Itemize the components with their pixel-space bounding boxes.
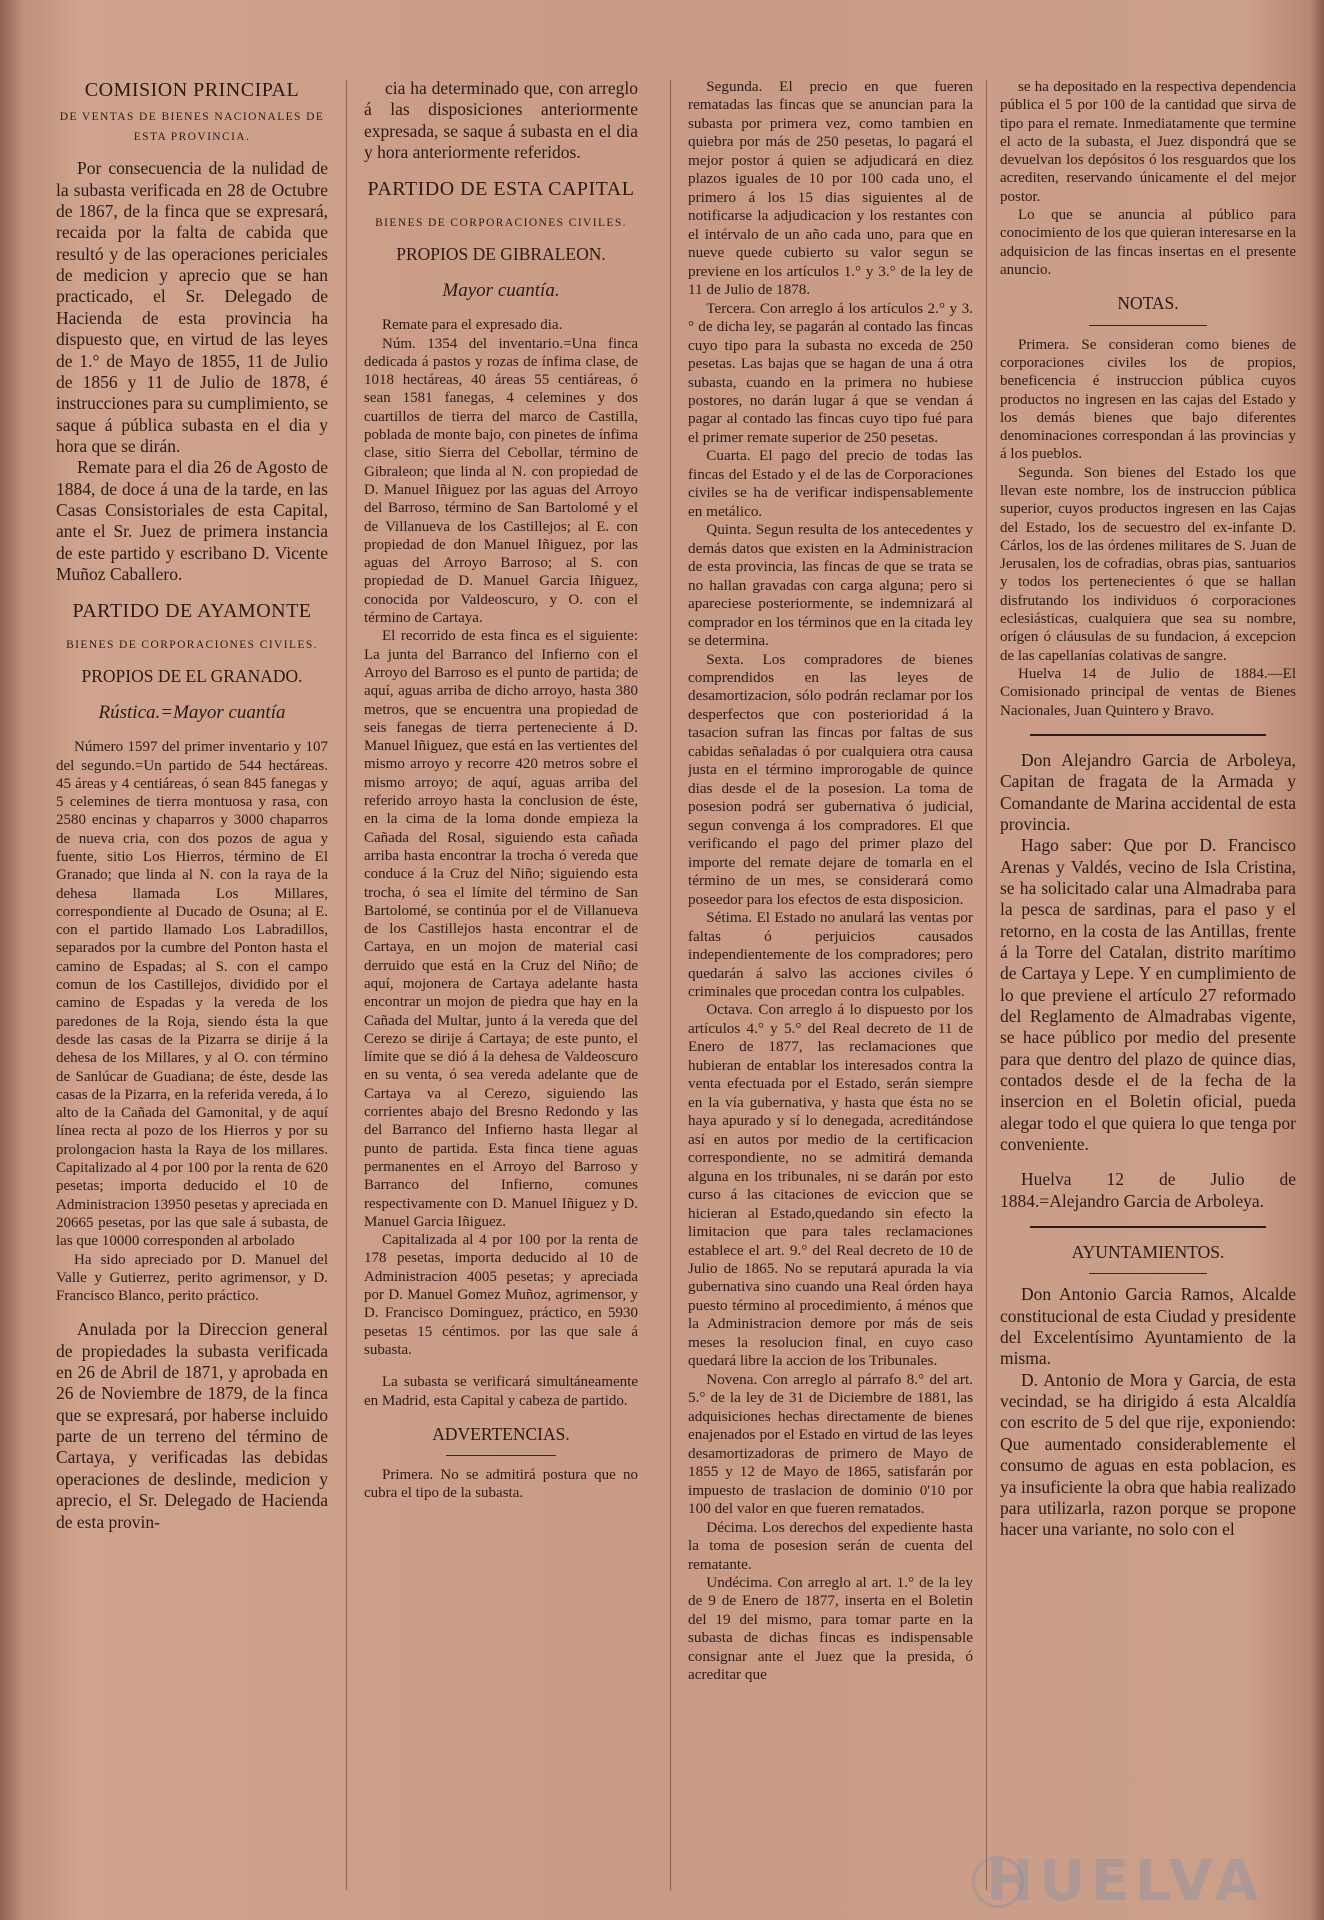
cuantia-heading: Rústica.=Mayor cuantía (98, 702, 286, 724)
section-title: COMISION PRINCIPAL (84, 79, 300, 101)
bienes-heading: BIENES DE CORPORACIONES CIVILES. (375, 216, 627, 229)
paragraph: Primera. Se consideran como bienes de corporaciones civiles los de propios, beneficencia é instruccion pública cuyos productos no ingresen en las cajas del Estado y los demás bienes que bajo diferentes denominaciones correspondan á las provincias y á los pueblos. (1000, 336, 1296, 463)
bienes-heading: BIENES DE CORPORACIONES CIVILES. (66, 638, 318, 651)
paragraph: D. Antonio de Mora y Garcia, de esta vecindad, se ha dirigido á esta Alcaldía con escrito de 5 del que rije, exponiendo: Que aumentado considerablemente el consumo de aguas en esta poblacion, es ya insuficiente la obra que habia realizado para utilizarla, razon porque se propone hacer una variante, no solo con el (1000, 1369, 1296, 1540)
divider (1030, 734, 1267, 736)
paragraph: Décima. Los derechos del expediente hasta la toma de posesion serán de cuenta del rematante. (688, 1518, 973, 1573)
divider (1089, 325, 1207, 326)
paragraph: Ha sido apreciado por D. Manuel del Valle y Gutierrez, perito agrimensor, y D. Francisco Blanco, perito práctico. (56, 1251, 328, 1305)
propios-heading: PROPIOS DE EL GRANADO. (81, 665, 303, 686)
column-3 (688, 78, 973, 1908)
divider (1030, 1226, 1267, 1228)
paragraph: Capitalizada al 4 por 100 por la renta de 178 pesetas, importa deducido al 10 de Administracion 4005 pesetas; y apreciada por D. Manuel Gomez Muñoz, agrimensor, y D. Francisco Dominguez, práctico, en 5930 pesetas 15 céntimos. por las que sale á subasta. (364, 1232, 638, 1358)
column-rule (670, 80, 671, 1890)
paragraph: Cuarta. El pago del precio de todas las fincas del Estado y el de las de Corporaciones civiles se ha de verificar indispensablemente en metálico. (688, 447, 973, 520)
page-edge-right (1310, 0, 1324, 1920)
divider (1089, 1273, 1207, 1274)
paragraph: Por consecuencia de la nulidad de la subasta verificada en 28 de Octubre de 1867, de la finca que se expresará, recaida por la falta de cabida que resultó y de las operaciones periciales de medicion y aprecio que se han practicado, el Sr. Delegado de Hacienda de esta provincia ha dispuesto que, en virtud de las leyes de 1.° de Mayo de 1855, 11 de Julio de 1856 y 11 de Julio de 1878, é instrucciones para su cumplimiento, se saque á pública subasta en el dia y hora que se dirán. (56, 158, 328, 456)
page-edge-left (0, 0, 22, 1920)
paragraph: La subasta se verificará simultáneamente en Madrid, esta Capital y cabeza de partido. (364, 1374, 638, 1409)
paragraph: Número 1597 del primer inventario y 107 del segundo.=Un partido de 544 hectáreas. 45 áreas y 4 centiáreas, ó sean 845 fanegas y 5 celemines de tierra montuosa y rasa, con 2580 encinas y chaparros y 3000 chaparros de nueva cria, con dos pozos de agua y fuente, sitio Los Hierros, término de El Granado; que linda al N. con la raya de la dehesa llamada Los Millares, correspondiente al Ducado de Osuna; al E. con el partido llamado Los Labradillos, separados por la cumbre del Ponton hasta el camino de Espadas; al S. con el campo comun de los Castillejos, dividido por el camino de Espadas y la vereda de los paredones de la Roja, siendo ésta la que desde las casas de la Pizarra se dirije á la dehesa de los Millares, y al O. con término de Sanlúcar de Guadiana; de éste, desde las casas de la Pizarra, en la referida vereda, á lo alto de la Cañada del Gamonital, y de aquí línea recta al pozo de los Hierros y por su prolongacion hasta la Raya de los millares. Capitalizado al 4 por 100 por la renta de 620 pesetas; importa deducido el 10 de Administracion 13950 pesetas y apreciada en 20665 pesetas, por las que sale á subasta, de las que 10000 corresponden al arbolado (56, 739, 328, 1250)
paragraph: Primera. No se admitirá postura que no cubra el tipo de la subasta. (364, 1467, 638, 1502)
paragraph: Tercera. Con arreglo á los artículos 2.° y 3.° de dicha ley, se pagarán al contado las fincas cuyo tipo para la subasta no exceda de 250 pesetas. Las bajas que se hagan de una á otra subasta, cuando en la primera no hubiese postores, no darán lugar á que se vendan á pagar al contado las fincas cuyo tipo fué para el primer remate superior de 250 pesetas. (688, 299, 973, 446)
section-subtitle: ESTA PROVINCIA. (133, 131, 251, 144)
paragraph: Segunda. El precio en que fueren rematadas las fincas que se anuncian para la subasta por primera vez, como tambien en quiebra por más de 250 pesetas, lo pagará el mejor postor á quien se adjudicará en diez plazos iguales de 10 por 100 cada uno, el primero á los 15 dias siguientes al de notificarse la adjudicacion y los restantes con el intérvalo de un año cada uno, para que en nueve quede cubierto su valor segun se previene en los artículos 1.° y 3.° de la ley de 11 de Julio de 1878. (688, 78, 973, 299)
paragraph: El recorrido de esta finca es el siguiente: La junta del Barranco del Infierno con el Arroyo del Barroso es el punto de partida; de aquí, aguas arriba de dicho arroyo, hasta 380 metros, que se encuentra una propiedad de seis fanegas de tierra perteneciente á D. Manuel Iñiguez, que está en las vertientes del mismo arroyo y recorre 420 metros sobre el mismo arroyo; de aquí, aguas arriba del referido arroyo hasta la conclusion de éste, en la cima de la loma donde empieza la Cañada del Rosal, siguiendo esta cañada arriba hasta encontrar la trocha ó vereda que conduce á la Cruz del Niño; siguiendo esta trocha, ó sea el límite del término de San Bartolomé, se continúa por el de Villanueva de los Castillejos hasta encontrar el de Cartaya, en un mojon de material casi derruido que está en la Cruz del Niño; de aquí, mojonera de Cartaya adelante hasta encontrar un mojon de piedra que hay en la Cañada del Multar, junto á la vereda que del Cerezo se dirije á Cartaya; de este punto, el límite que se dió á la dehesa de Valdeoscuro en su venta, ó sea vereda adelante que de Cartaya va al Cerezo, siguiendo las corrientes abajo del Bresno Redondo y las del Barranco del Infierno hasta llegar al punto de partida. Esta finca tiene aguas permanentes en el Arroyo del Barroso y Barranco del Infierno, comunes respectivamente con D. Manuel Iñiguez y D. Manuel Garcia Iñiguez. (364, 628, 638, 1230)
paragraph: Anulada por la Direccion general de propiedades la subasta verificada en 26 de Abril de 1871, y aprobada en 26 de Noviembre de 1879, de la finca que se expresará, por haberse incluido parte de un terreno del término de Cartaya, y verificadas las debidas operaciones de deslinde, medicion y aprecio, el Sr. Delegado de Hacienda de esta provin- (56, 1319, 328, 1532)
divider (446, 1455, 556, 1456)
column-rule (986, 80, 987, 1890)
advertencias-heading: ADVERTENCIAS. (432, 1423, 570, 1444)
paragraph: Sexta. Los compradores de bienes comprendidos en las leyes de desamortizacion, sólo podrán reclamar por los desperfectos que con posterioridad á la tasacion sufran las fincas por faltas de sus cabidas señaladas ó por cualquiera otra causa justa en el término improrogable de quince dias desde el de la posesion. La toma de posesion podrá ser gubernativa ó judicial, segun convenga á los compradores. El que verificando el pago del primer plazo del importe del remate dejare de tomarla en el término de un mes, se considerará como poseedor para los efectos de esta disposicion. (688, 650, 973, 908)
paragraph: Remate para el expresado dia. (382, 317, 563, 334)
paragraph: Novena. Con arreglo al párrafo 8.° del art. 5.° de la ley de 31 de Diciembre de 1881, las adquisiciones hechas directamente de bienes enajenados por el Estado en virtud de las leyes desamortizadoras de primero de Mayo de 1855 y 12 de Mayo de 1865, satisfarán por impuesto de traslacion de dominio 0'10 por 100 del valor en que fueren rematados. (688, 1370, 973, 1518)
paragraph: Lo que se anuncia al público para conocimiento de los que quieran interesarse en la adquisicion de las fincas insertas en el presente anuncio. (1000, 207, 1296, 278)
notas-heading: NOTAS. (1117, 293, 1179, 314)
paragraph: Segunda. Son bienes del Estado los que llevan este nombre, los de instruccion pública superior, cuyos productos ingresen en las Cajas del Estado, los de secuestro del ex-infante D. Cárlos, los de las órdenes militares de S. Juan de Jerusalen, los de cofradias, obras pias, santuarios y todos los pertenecientes ó que se hallan disfrutando los individuos ó corporaciones eclesiásticas, cualquiera que sea su nombre, orígen ó cláusulas de su fundacion, á excepcion de las capellanías colativas de sangre. (1000, 464, 1296, 664)
paragraph: cia ha determinado que, con arreglo á las disposiciones anteriormente expresada, se saque á subasta en el dia y hora anteriormente referidos. (364, 78, 638, 163)
column-2 (364, 78, 638, 1908)
watermark: HUELVA (986, 1849, 1264, 1914)
ayuntamientos-heading: AYUNTAMIENTOS. (1071, 1242, 1225, 1263)
paragraph: Hago saber: Que por D. Francisco Arenas y Valdés, vecino de Isla Cristina, se ha solicitado calar una Almadraba para la pesca de sardinas, para el paso y el retorno, en la costa de las Antillas, frente á la Torre del Catalan, distrito marítimo de Cartaya y Lepe. Y en cumplimiento de lo que previene el artículo 27 reformado del Reglamento de Almadrabas vigente, se hace público por medio del presente para que dentro del plazo de quince dias, contados desde el de la fecha de la insercion en el Boletin oficial, pueda alegar todo el que quiera lo que tenga por conveniente. (1000, 835, 1296, 1155)
partido-heading: PARTIDO DE AYAMONTE (72, 600, 312, 623)
paragraph: Núm. 1354 del inventario.=Una finca dedicada á pastos y rozas de ínfima clase, de 1018 hectáreas, 40 áreas 55 centiáreas, ó sean 1581 fanegas, 4 celemines y dos cuartillos de tierra del marco de Castilla, poblada de monte bajo, con pinetes de ínfima clase, sitio Sierra del Cebollar, término de Gibraleon; que linda al N. con propiedad de D. Manuel Iñiguez por las aguas del Arroyo del Barroso, término de San Bartolomé y el de Villanueva de los Castillejos; al E. con propiedad de don Manuel Iñiguez, por las aguas del Arroyo Barroso; al S. con propiedad de D. Manuel Garcia Iñiguez, conocida por Valdeoscuro, y O. con el término de Cartaya. (364, 335, 638, 627)
propios-heading: PROPIOS DE GIBRALEON. (396, 243, 606, 264)
paragraph: se ha depositado en la respectiva dependencia pública el 5 por 100 de la cantidad que sirva de tipo para el remate. Inmediatamente que termine el acto de la subasta, el Juez dispondrá que se devuelvan los depósitos ó los resguardos que los acrediten, reservando únicamente el del mejor postor. (1000, 79, 1296, 205)
cuantia-heading: Mayor cuantía. (442, 280, 560, 302)
section-subtitle: DE VENTAS DE BIENES NACIONALES DE (59, 111, 325, 124)
paragraph: Undécima. Con arreglo al art. 1.° de la ley de 9 de Enero de 1877, inserta en el Boletin del 19 del mismo, para tomar parte en la subasta de dichas fincas es indispensable consignar ante el Juez que la presida, ó acreditar que (688, 1573, 973, 1684)
paragraph: Don Alejandro Garcia de Arboleya, Capitan de fragata de la Armada y Comandante de Marina accidental de esta provincia. (1000, 749, 1296, 834)
column-rule (346, 80, 347, 1890)
paragraph: Octava. Con arreglo á lo dispuesto por los artículos 4.° y 5.° del Real decreto de 11 de Enero de 1877, las reclamaciones que hubieran de entablar los interesados contra la venta efectuada por el Estado, serán siempre en la vía gubernativa, y hasta que ésta no se haya apurado y sí lo denegada, acreditándose así en autos por medio de la certificacion correspondiente, no se admitirá demanda alguna en los tribunales, ni se darán por esto curso á las citaciones de eviccion que se hicieran al Estado,quedando sin efecto la limitacion que para tales reclamaciones establece el art. 9.° del Real decreto de 10 de Julio de 1865. No se reputará apurada la via gubernativa sino cuando una Real órden haya puesto término al procedimiento, á ménos que la Administracion demore por más de seis meses la resolucion final, en cuyo caso quedará libre la accion de los Tribunales. (688, 1001, 973, 1370)
paragraph: Quinta. Segun resulta de los antecedentes y demás datos que existen en la Administracion de esta provincia, las fincas de que se trata se no hallan gravadas con carga alguna; pero si apareciese posteriormente, se indemnizará al comprador en los términos que en la citada ley se determina. (688, 521, 973, 650)
paragraph: Huelva 12 de Julio de 1884.=Alejandro Garcia de Arboleya. (1000, 1169, 1296, 1211)
paragraph: Remate para el dia 26 de Agosto de 1884, de doce á una de la tarde, en las Casas Consistoriales de esta Capital, ante el Sr. Juez de primera instancia de este partido y escribano D. Vicente Muñoz Caballero. (56, 457, 328, 584)
paragraph: Huelva 14 de Julio de 1884.—El Comisionado principal de ventas de Bienes Nacionales, Juan Quintero y Bravo. (1000, 665, 1296, 719)
column-1 (56, 78, 328, 1908)
paragraph: Sétima. El Estado no anulará las ventas por faltas ó perjuicios causados independientemente de los compradores; pero quedarán á salvo las acciones civiles ó criminales que procedan contra los culpables. (688, 909, 973, 1000)
partido-heading: PARTIDO DE ESTA CAPITAL (367, 178, 635, 201)
column-4 (1000, 78, 1296, 1908)
paragraph: Don Antonio Garcia Ramos, Alcalde constitucional de esta Ciudad y presidente del Excelentísimo Ayuntamiento de la misma. (1000, 1284, 1296, 1369)
